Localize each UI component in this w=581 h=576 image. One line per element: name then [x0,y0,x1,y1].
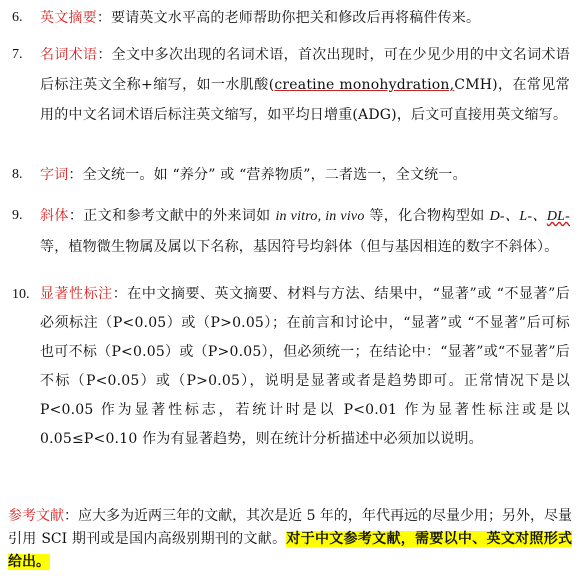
item-term: 英文摘要 [40,10,97,26]
item-text-end: 等，植物微生物属及属以下名称，基因符号均斜体（但与基因相连的数字不斜体）。 [40,239,559,255]
item-number: 7. [12,47,23,62]
item-body [40,160,570,190]
item-text-continued: 等，化合物构型如 [364,208,490,224]
item-term: 字词 [40,167,69,183]
item-number: 6. [12,10,23,25]
item-body [40,3,570,33]
item-body [40,201,570,262]
item-term: 名词术语 [40,47,98,63]
item-number: 10. [12,287,30,302]
item-body [40,280,570,454]
italic-latin-terms: in vitro, in vivo [275,209,365,224]
item-text: ：在中文摘要、英文摘要、材料与方法、结果中，“显著”或 “不显著”后必须标注（P<0.05）或（P>0.05）；在前言和讨论中，“显著”或 “不显著”后可标也可不标（P<0.05）或（P>0.05），但必须统一；在结论中：“显著”或“不显著”后不标（P<0.05）或（P>0.05），说明是显著或者是趋势即可。正常情况下是以 P<0.05 作为显著性标志，若统计时是以 P<0.01 作为显著性标注或是以 0.05≤P<0.10 作为有显著趋势，则在统计分析描述中必须加以说明。 [40,286,570,447]
reference-paragraph [8,505,572,574]
reference-text: ：应大多为近两三年的文献，其次是近 5 年的，年代再远的尽量少用；另外，尽量引用 SCI 期刊或是国内高级别期刊的文献。 [8,508,573,547]
item-text: ：全文中多次出现的名词术语，首次出现时，可在少见少用的中文名词术语后标注英文全称+缩写，如一水肌酸( [40,47,570,93]
item-number: 9. [12,208,23,223]
item-body [40,40,570,130]
reference-term: 参考文献 [8,508,65,524]
item-term: 斜体 [40,208,69,224]
reference-highlight: 对于中文参考文献，需要以中、英文对照形式给出。 [8,531,573,570]
item-text: ：全文统一。如 “养分” 或 “营养物质”，二者选一，全文统一。 [68,167,467,183]
italic-configuration: D-、L-、 [489,209,547,224]
underlined-term: creatine monohydration, [274,77,455,93]
item-term: 显著性标注 [40,286,113,302]
item-text: ：要请英文水平高的老师帮助你把关和修改后再将稿件传来。 [96,10,481,26]
item-number: 8. [12,167,23,182]
item-text: ：正文和参考文献中的外来词如 [68,208,276,224]
item-text-continued: CMH)，在常见常用的中文名词术语后标注英文缩写，如平均日增重(ADG)，后文可直接用英文缩写。 [40,77,570,123]
italic-configuration-dl: DL- [546,209,571,224]
